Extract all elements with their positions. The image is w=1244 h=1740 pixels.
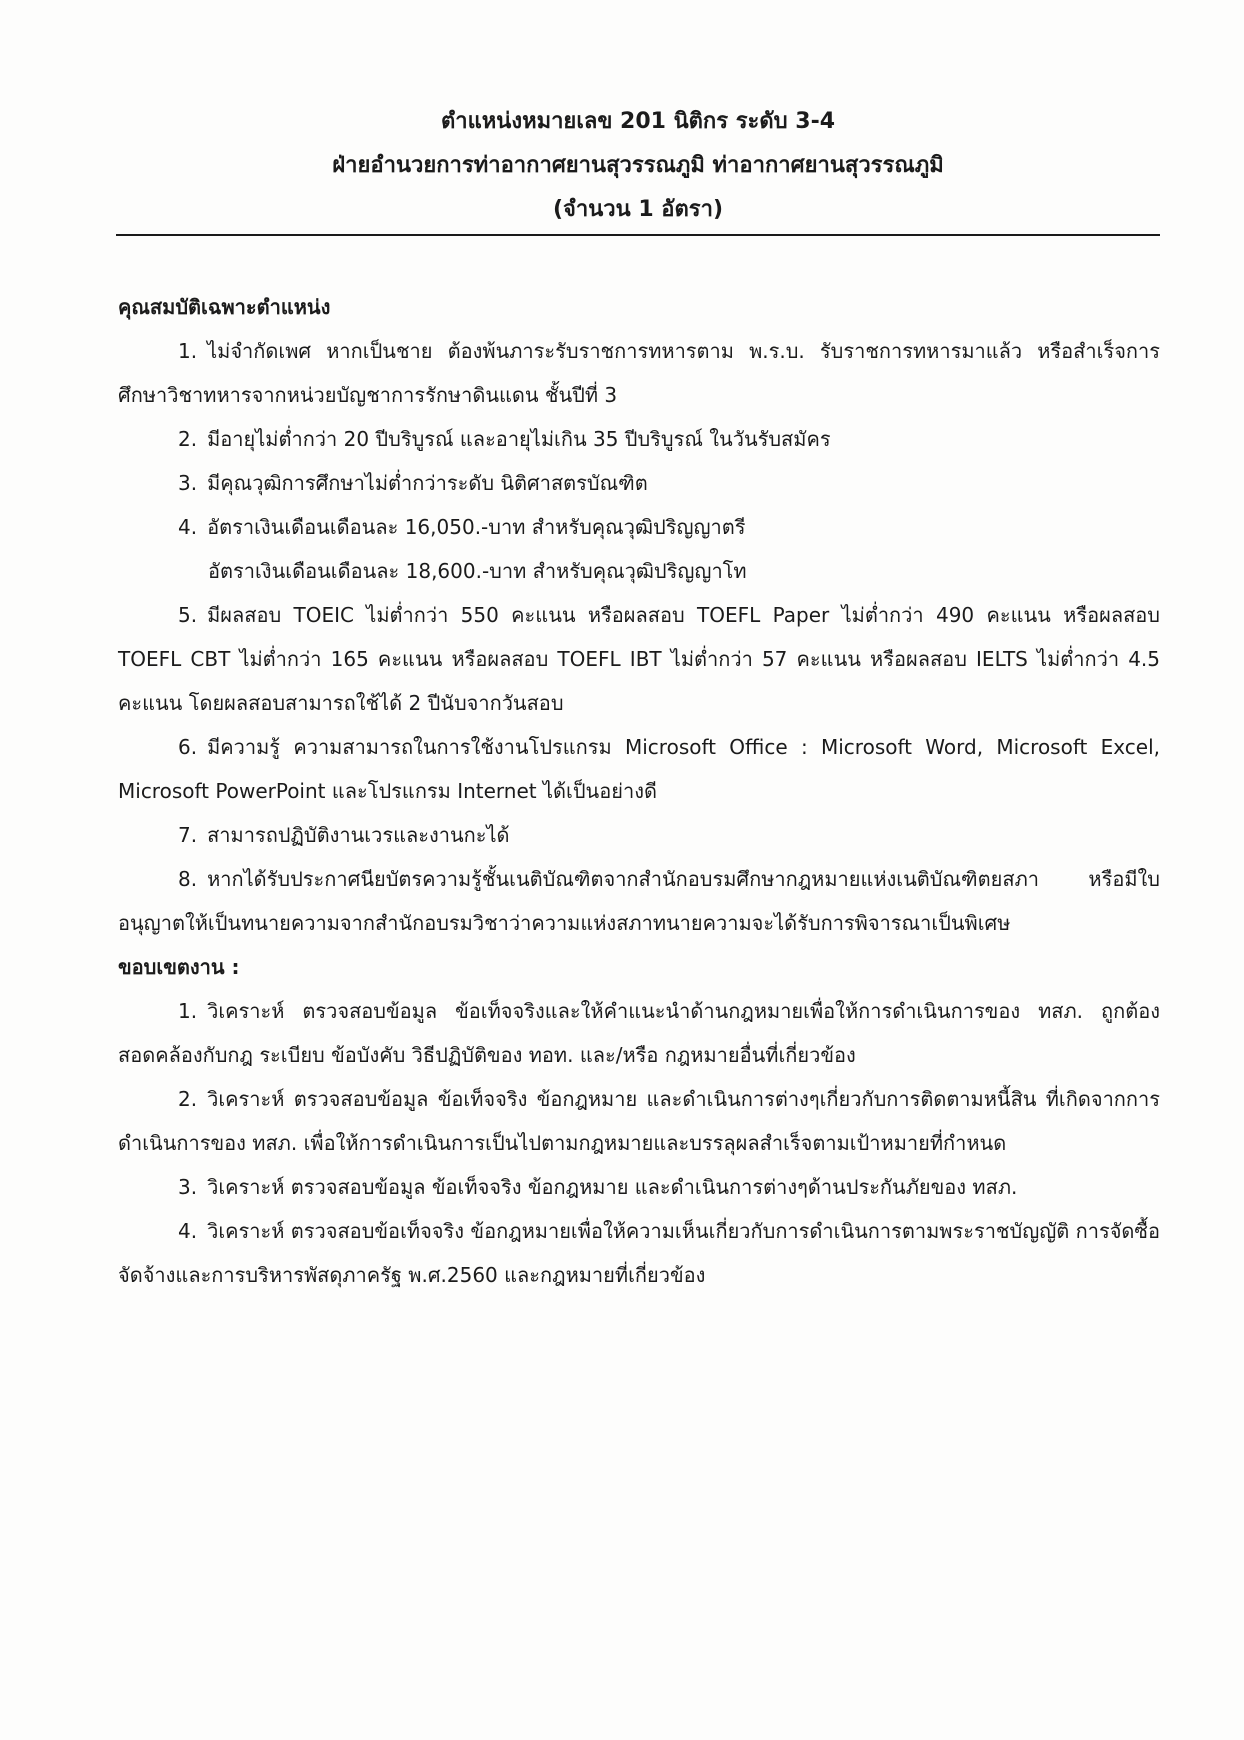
document-body bbox=[118, 285, 1160, 1297]
item-number: 7. bbox=[178, 823, 198, 847]
scope-title: ขอบเขตงาน : bbox=[118, 955, 240, 979]
qualification-item bbox=[118, 417, 1160, 461]
qualification-item bbox=[118, 857, 1160, 945]
item-text: สามารถปฏิบัติงานเวรและงานกะได้ bbox=[207, 823, 510, 847]
item-text: มีความรู้ ความสามารถในการใช้งานโปรแกรม Microsoft Office : Microsoft Word, Microsoft Excel, Microsoft PowerPoint และโปรแกรม Internet ได้เป็นอย่างดี bbox=[118, 735, 1160, 803]
item-text: วิเคราะห์ ตรวจสอบข้อมูล ข้อเท็จจริง ข้อกฎหมาย และดำเนินการต่างๆด้านประกันภัยของ ทสภ. bbox=[207, 1175, 1018, 1199]
item-number: 2. bbox=[178, 1087, 198, 1111]
item-number: 5. bbox=[178, 603, 198, 627]
scope-item bbox=[118, 1209, 1160, 1297]
item-number: 4. bbox=[178, 515, 198, 539]
item-number: 2. bbox=[178, 427, 198, 451]
header-divider bbox=[116, 234, 1160, 236]
item-text: วิเคราะห์ ตรวจสอบข้อมูล ข้อเท็จจริง ข้อกฎหมาย และดำเนินการต่างๆเกี่ยวกับการติดตามหนี้สิน ที่เกิดจากการดำเนินการของ ทสภ. เพื่อให้การดำเนินการเป็นไปตามกฎหมายและบรรลุผลสำเร็จตามเป้าหมายที่กำหนด bbox=[118, 1087, 1160, 1155]
qualification-item-continuation: อัตราเงินเดือนเดือนละ 18,600.-บาท สำหรับคุณวุฒิปริญญาโท bbox=[208, 559, 747, 583]
item-number: 6. bbox=[178, 735, 198, 759]
department-title: ฝ่ายอำนวยการท่าอากาศยานสุวรรณภูมิ ท่าอากาศยานสุวรรณภูมิ bbox=[332, 153, 944, 178]
qualification-item bbox=[118, 329, 1160, 417]
item-number: 1. bbox=[178, 339, 198, 363]
item-text: มีคุณวุฒิการศึกษาไม่ต่ำกว่าระดับ นิติศาสตรบัณฑิต bbox=[207, 471, 648, 495]
qualification-item bbox=[118, 725, 1160, 813]
scope-item bbox=[118, 1077, 1160, 1165]
item-text: วิเคราะห์ ตรวจสอบข้อมูล ข้อเท็จจริงและให้คำแนะนำด้านกฎหมายเพื่อให้การดำเนินการของ ทสภ. ถูกต้อง สอดคล้องกับกฎ ระเบียบ ข้อบังคับ วิธีปฏิบัติของ ทอท. และ/หรือ กฎหมายอื่นที่เกี่ยวข้อง bbox=[118, 999, 1160, 1067]
item-number: 8. bbox=[178, 867, 198, 891]
qualification-item bbox=[118, 813, 1160, 857]
position-title: ตำแหน่งหมายเลข 201 นิติกร ระดับ 3-4 bbox=[440, 109, 836, 134]
item-text: วิเคราะห์ ตรวจสอบข้อเท็จจริง ข้อกฎหมายเพื่อให้ความเห็นเกี่ยวกับการดำเนินการตามพระราชบัญญัติ การจัดซื้อจัดจ้างและการบริหารพัสดุภาครัฐ พ.ศ.2560 และกฎหมายที่เกี่ยวข้อง bbox=[118, 1219, 1161, 1287]
item-text: อัตราเงินเดือนเดือนละ 16,050.-บาท สำหรับคุณวุฒิปริญญาตรี bbox=[207, 515, 746, 539]
scope-item bbox=[118, 989, 1160, 1077]
document-header bbox=[116, 100, 1160, 232]
qualification-item bbox=[118, 593, 1160, 725]
item-number: 1. bbox=[178, 999, 198, 1023]
item-number: 3. bbox=[178, 1175, 198, 1199]
item-number: 4. bbox=[178, 1219, 198, 1243]
item-text: หากได้รับประกาศนียบัตรความรู้ชั้นเนติบัณฑิตจากสำนักอบรมศึกษากฎหมายแห่งเนติบัณฑิตยสภา หรือมีใบอนุญาตให้เป็นทนายความจากสำนักอบรมวิชาว่าความแห่งสภาทนายความจะได้รับการพิจารณาเป็นพิเศษ bbox=[118, 867, 1160, 935]
scope-item bbox=[118, 1165, 1160, 1209]
item-text: มีผลสอบ TOEIC ไม่ต่ำกว่า 550 คะแนน หรือผลสอบ TOEFL Paper ไม่ต่ำกว่า 490 คะแนน หรือผลสอบ TOEFL CBT ไม่ต่ำกว่า 165 คะแนน หรือผลสอบ TOEFL IBT ไม่ต่ำกว่า 57 คะแนน หรือผลสอบ IELTS ไม่ต่ำกว่า 4.5 คะแนน โดยผลสอบสามารถใช้ได้ 2 ปีนับจากวันสอบ bbox=[118, 603, 1160, 715]
item-number: 3. bbox=[178, 471, 198, 495]
qualification-item bbox=[118, 461, 1160, 505]
qualifications-title: คุณสมบัติเฉพาะตำแหน่ง bbox=[118, 295, 331, 319]
qualification-item bbox=[118, 505, 1160, 549]
item-text: มีอายุไม่ต่ำกว่า 20 ปีบริบูรณ์ และอายุไม่เกิน 35 ปีบริบูรณ์ ในวันรับสมัคร bbox=[207, 427, 831, 451]
position-count: (จำนวน 1 อัตรา) bbox=[552, 197, 724, 222]
item-text: ไม่จำกัดเพศ หากเป็นชาย ต้องพ้นภาระรับราชการทหารตาม พ.ร.บ. รับราชการทหารมาแล้ว หรือสำเร็จการศึกษาวิชาทหารจากหน่วยบัญชาการรักษาดินแดน ชั้นปีที่ 3 bbox=[118, 339, 1160, 407]
